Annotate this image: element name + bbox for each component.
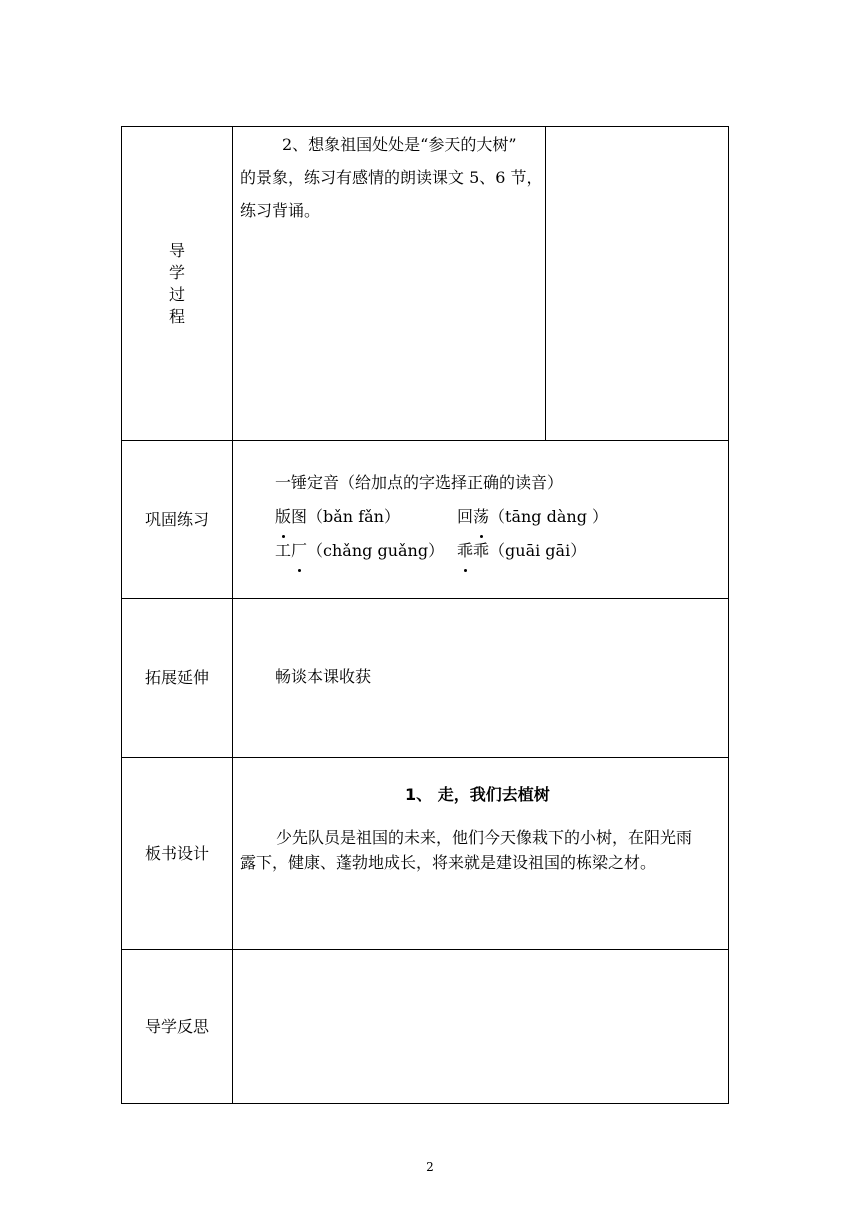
table-divider-label-column — [232, 126, 233, 1104]
board-title: 1、 走，我们去植树 — [405, 785, 550, 804]
board-text-line: 露下，健康、蓬勃地成长，将来就是建设祖国的栋梁之材。 — [240, 853, 657, 872]
process-row-label — [122, 240, 232, 328]
process-content-line: 练习背诵。 — [240, 201, 321, 220]
reflection-row-label: 导学反思 — [144, 1017, 209, 1036]
board-row-label: 板书设计 — [144, 844, 209, 863]
practice-item: 乖乖（guāi gāi） — [457, 536, 586, 566]
process-label-char: 导 — [168, 241, 185, 260]
practice-row-label: 巩固练习 — [144, 510, 209, 529]
extension-text: 畅谈本课收获 — [275, 667, 372, 686]
table-border-bottom — [121, 1103, 729, 1104]
practice-item: 工厂（chǎng guǎng） — [275, 536, 444, 566]
table-row-divider-2 — [121, 598, 729, 599]
table-row-divider-4 — [121, 949, 729, 950]
process-content-line: 的景象，练习有感情的朗读课文 5、6 节， — [240, 168, 543, 187]
process-label-char: 学 — [168, 263, 185, 282]
dotted-char: 乖 — [457, 536, 473, 566]
practice-item: 版图（bǎn fǎn） — [275, 502, 400, 532]
table-row-divider-3 — [121, 757, 729, 758]
table-row-divider-1 — [121, 440, 729, 441]
table-border-top — [121, 126, 729, 127]
process-label-char: 程 — [168, 307, 185, 326]
table-divider-process-notes — [545, 126, 546, 440]
extension-row-label: 拓展延伸 — [144, 668, 209, 687]
board-text-line: 少先队员是祖国的未来，他们今天像栽下的小树，在阳光雨 — [276, 828, 693, 847]
practice-item: 回荡（tāng dàng ） — [457, 502, 608, 532]
process-label-char: 过 — [168, 285, 185, 304]
process-content-line: 2、想象祖国处处是“参天的大树” — [282, 135, 517, 154]
page-number: 2 — [426, 1160, 434, 1174]
practice-intro: 一锤定音（给加点的字选择正确的读音） — [275, 473, 564, 492]
dotted-char: 厂 — [291, 536, 307, 566]
dotted-char: 版 — [275, 502, 291, 532]
table-border-right — [728, 126, 729, 1104]
dotted-char: 荡 — [473, 502, 489, 532]
